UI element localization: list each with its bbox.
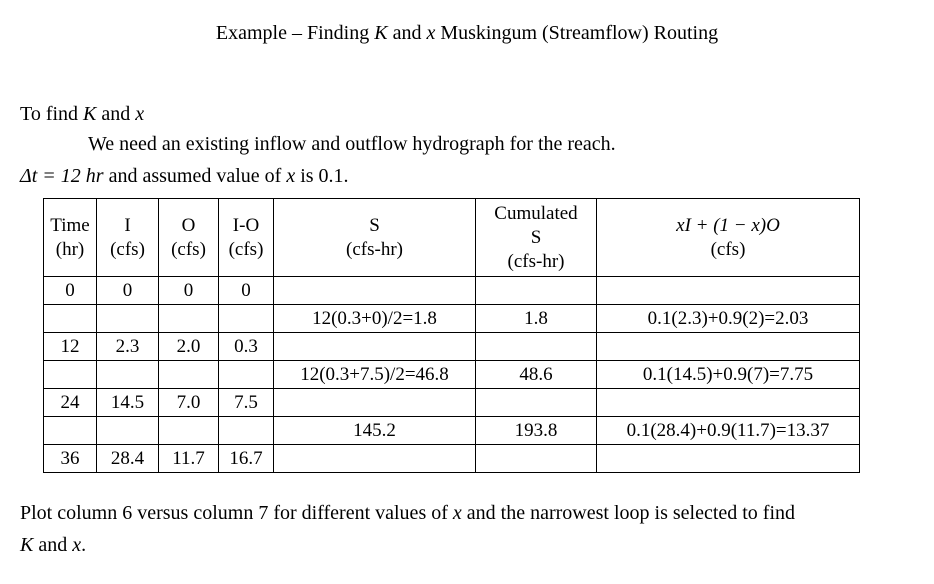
- title-x-symbol: x: [426, 22, 436, 44]
- title-text: Example – Finding: [215, 22, 375, 44]
- page-title: [0, 22, 934, 45]
- footer-period: .: [81, 534, 87, 556]
- footer-line-2: [20, 534, 86, 557]
- header-cumulated-storage: Cumulated S (cfs-hr): [476, 199, 597, 277]
- table-header-row: [44, 199, 860, 277]
- header-time: Time (hr): [44, 199, 97, 277]
- muskingum-table: [43, 198, 860, 473]
- title-and: and: [387, 22, 427, 44]
- header-weighted-flow: xI + (1 − x)O (cfs): [597, 199, 860, 277]
- table-row: 0 0 0 0: [44, 277, 860, 305]
- header-storage: S (cfs-hr): [274, 199, 476, 277]
- intro-text: To find: [20, 103, 84, 125]
- header-i-minus-o: I-O (cfs): [219, 199, 274, 277]
- intro-post-text: is 0.1.: [295, 165, 349, 187]
- header-outflow: O (cfs): [159, 199, 219, 277]
- table-row: 12 2.3 2.0 0.3: [44, 333, 860, 361]
- table-row: 145.2 193.8 0.1(28.4)+0.9(11.7)=13.37: [44, 417, 860, 445]
- footer-line-1: [20, 502, 795, 525]
- header-inflow: I (cfs): [97, 199, 159, 277]
- delta-t-expression: Δt = 12 hr: [20, 165, 104, 187]
- title-suffix: Muskingum (Streamflow) Routing: [435, 22, 719, 44]
- x-symbol: x: [286, 165, 296, 187]
- footer-text: Plot column 6 versus column 7 for different values of: [20, 502, 453, 524]
- footer-and: and: [33, 534, 73, 556]
- intro-line-2: We need an existing inflow and outflow hydrograph for the reach.: [88, 133, 616, 155]
- x-symbol: x: [452, 502, 462, 524]
- intro-line-3: [20, 165, 349, 188]
- intro-and: and: [96, 103, 136, 125]
- table-row: 12(0.3+7.5)/2=46.8 48.6 0.1(14.5)+0.9(7)=7.75: [44, 361, 860, 389]
- title-k-symbol: K: [374, 22, 388, 44]
- intro-line-1: [20, 103, 144, 126]
- table-row: 12(0.3+0)/2=1.8 1.8 0.1(2.3)+0.9(2)=2.03: [44, 305, 860, 333]
- table-row: 24 14.5 7.0 7.5: [44, 389, 860, 417]
- x-symbol: x: [135, 103, 145, 125]
- intro-mid-text: and assumed value of: [103, 165, 287, 187]
- k-symbol: K: [83, 103, 97, 125]
- footer-text-post: and the narrowest loop is selected to find: [461, 502, 796, 524]
- table-row: 36 28.4 11.7 16.7: [44, 445, 860, 473]
- k-symbol: K: [20, 534, 34, 556]
- x-symbol: x: [72, 534, 82, 556]
